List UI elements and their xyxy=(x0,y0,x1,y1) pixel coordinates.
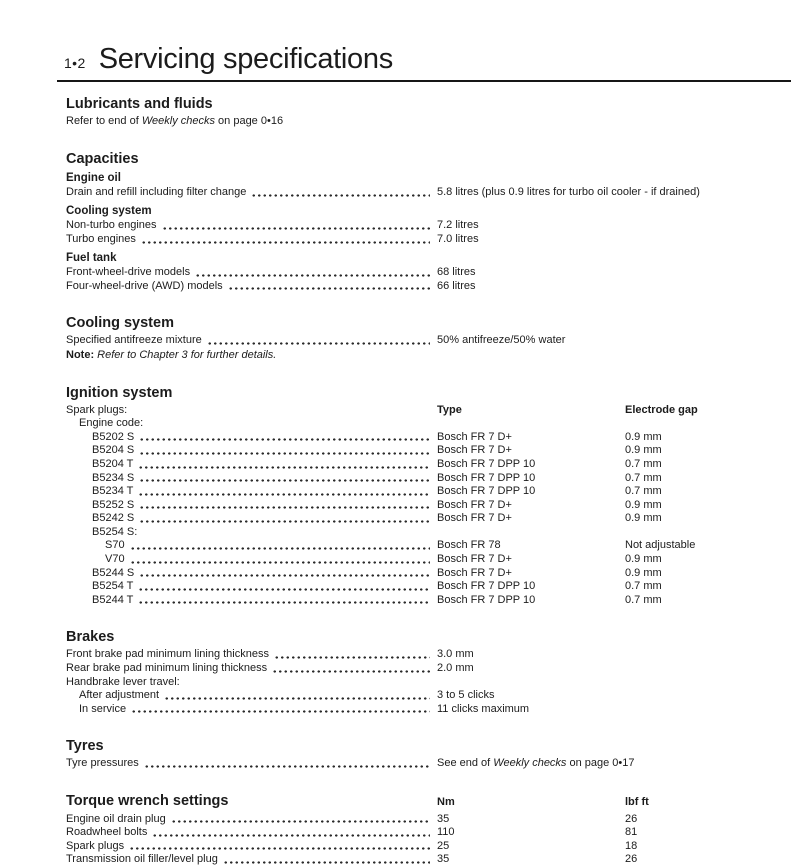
row-label: Spark plugs xyxy=(66,839,125,852)
subheading: Cooling system xyxy=(66,204,152,217)
spec-row xyxy=(66,458,780,472)
row-label: B5254 S: xyxy=(92,525,138,538)
dot-leader xyxy=(152,834,430,837)
row-label: S70 xyxy=(105,539,125,552)
section-heading-row xyxy=(66,315,780,331)
row-value: Bosch FR 7 DPP 10 xyxy=(437,593,536,606)
row-value: 18 xyxy=(625,839,638,852)
row-label: Engine oil drain plug xyxy=(66,812,166,825)
row-label: B5234 S xyxy=(92,471,135,484)
row-label: Front-wheel-drive models xyxy=(66,266,191,279)
dot-leader xyxy=(139,574,430,577)
dot-leader xyxy=(139,438,430,441)
section-2 xyxy=(66,315,780,362)
section-heading: Ignition system xyxy=(66,384,173,401)
row-label: Spark plugs: xyxy=(66,403,128,416)
column-header: Type xyxy=(437,403,462,416)
spec-row xyxy=(66,444,780,458)
spec-row xyxy=(66,186,780,200)
row-value: 25 xyxy=(437,839,450,852)
spec-row xyxy=(66,826,780,840)
spec-row xyxy=(66,853,780,867)
dot-leader xyxy=(141,241,430,244)
column-header: Electrode gap xyxy=(625,403,698,416)
row-value: 0.9 mm xyxy=(625,553,662,566)
row-value: Bosch FR 7 DPP 10 xyxy=(437,457,536,470)
dot-leader xyxy=(164,697,430,700)
row-value: 2.0 mm xyxy=(437,662,474,675)
section-heading-row xyxy=(66,793,780,810)
row-label: Transmission oil filler/level plug xyxy=(66,853,218,866)
section-heading: Cooling system xyxy=(66,315,174,332)
spec-row xyxy=(66,485,780,499)
row-value: 0.9 mm xyxy=(625,512,662,525)
row-value: 68 litres xyxy=(437,266,476,279)
dot-leader xyxy=(251,194,430,197)
sections xyxy=(66,96,780,867)
dot-leader xyxy=(139,479,430,482)
row-label: B5234 T xyxy=(92,485,134,498)
row-label: B5254 T xyxy=(92,580,134,593)
spec-row xyxy=(66,662,780,676)
section-heading: Brakes xyxy=(66,629,115,646)
section-heading: Tyres xyxy=(66,738,104,755)
section-5 xyxy=(66,738,780,771)
spec-row xyxy=(66,404,780,418)
row-value: 0.9 mm xyxy=(625,444,662,457)
row-label: B5244 S xyxy=(92,566,135,579)
spec-row xyxy=(66,499,780,513)
row-label: Turbo engines xyxy=(66,232,136,245)
dot-leader xyxy=(195,274,430,277)
row-value: 0.9 mm xyxy=(625,498,662,511)
row-label: Rear brake pad minimum lining thickness xyxy=(66,662,268,675)
text-part: Note: xyxy=(66,348,95,361)
row-value xyxy=(437,757,780,771)
dot-leader xyxy=(162,227,430,230)
dot-leader xyxy=(138,493,430,496)
row-label: Roadwheel bolts xyxy=(66,826,148,839)
dot-leader xyxy=(138,588,430,591)
dot-leader xyxy=(139,452,430,455)
row-value: 0.7 mm xyxy=(625,485,662,498)
spec-row xyxy=(66,417,780,431)
spec-row xyxy=(66,813,780,827)
row-value: 0.7 mm xyxy=(625,580,662,593)
dot-leader xyxy=(130,547,430,550)
row-value: 0.9 mm xyxy=(625,566,662,579)
section-heading: Capacities xyxy=(66,150,139,167)
section-heading-row xyxy=(66,385,780,401)
spec-row xyxy=(66,539,780,553)
page-header xyxy=(0,0,800,74)
section-heading-row xyxy=(66,151,780,167)
row-label: B5204 T xyxy=(92,457,134,470)
row-label: Handbrake lever travel: xyxy=(66,675,180,688)
subheading: Fuel tank xyxy=(66,251,117,264)
spec-row xyxy=(66,553,780,567)
spec-row xyxy=(66,512,780,526)
section-heading: Torque wrench settings xyxy=(66,793,229,809)
row-value: 7.0 litres xyxy=(437,232,479,245)
text-part: on page 0•16 xyxy=(214,115,284,127)
spec-row xyxy=(66,689,780,703)
row-label: Non-turbo engines xyxy=(66,219,157,232)
spec-row xyxy=(66,266,780,280)
spec-row xyxy=(66,594,780,608)
row-label: B5242 S xyxy=(92,512,135,525)
row-value: Bosch FR 7 D+ xyxy=(437,430,512,443)
section-3 xyxy=(66,385,780,608)
dot-leader xyxy=(129,847,430,850)
row-label: Specified antifreeze mixture xyxy=(66,334,202,347)
row-value: Bosch FR 78 xyxy=(437,539,501,552)
row-value: 3 to 5 clicks xyxy=(437,689,495,702)
text-part: Refer to end of xyxy=(66,115,142,127)
row-label: B5244 T xyxy=(92,593,134,606)
header-rule xyxy=(57,80,791,82)
row-label: B5202 S xyxy=(92,430,135,443)
section-6 xyxy=(66,793,780,867)
row-value: Bosch FR 7 D+ xyxy=(437,444,512,457)
row-label: Four-wheel-drive (AWD) models xyxy=(66,279,223,292)
dot-leader xyxy=(131,710,430,713)
section-1 xyxy=(66,151,780,294)
spec-row xyxy=(66,280,780,294)
text-part: Weekly checks xyxy=(141,115,215,127)
dot-leader xyxy=(139,520,430,523)
spec-row xyxy=(66,676,780,690)
page-number: 1•2 xyxy=(64,55,86,71)
row-value: Bosch FR 7 DPP 10 xyxy=(437,485,536,498)
row-value: 11 clicks maximum xyxy=(437,702,530,715)
spec-row xyxy=(66,703,780,717)
row-label: After adjustment xyxy=(79,689,160,702)
spec-row xyxy=(66,219,780,233)
row-label: V70 xyxy=(105,553,125,566)
row-value: 81 xyxy=(625,826,638,839)
spec-row xyxy=(66,472,780,486)
section-heading-row xyxy=(66,629,780,645)
dot-leader xyxy=(272,670,430,673)
row-value: 7.2 litres xyxy=(437,219,479,232)
row-label: Engine code: xyxy=(79,417,144,430)
row-value: 50% antifreeze/50% water xyxy=(437,334,566,347)
row-value: Bosch FR 7 DPP 10 xyxy=(437,471,536,484)
column-header: lbf ft xyxy=(625,796,649,808)
text-part: Weekly checks xyxy=(493,757,567,770)
row-value: 0.7 mm xyxy=(625,593,662,606)
column-header: Nm xyxy=(437,796,455,808)
dot-leader xyxy=(274,656,430,659)
row-value: 5.8 litres (plus 0.9 litres for turbo oil cooler - if drained) xyxy=(437,186,700,199)
dot-leader xyxy=(138,601,430,604)
spec-row xyxy=(66,648,780,662)
row-value: 35 xyxy=(437,812,450,825)
row-label: In service xyxy=(79,702,127,715)
text-part: Refer to Chapter 3 for further details. xyxy=(94,348,277,361)
row-value: Bosch FR 7 DPP 10 xyxy=(437,580,536,593)
section-heading-row xyxy=(66,96,780,112)
section-heading-row xyxy=(66,738,780,754)
dot-leader xyxy=(171,820,430,823)
spec-row xyxy=(66,526,780,540)
row-value: 66 litres xyxy=(437,279,476,292)
spec-row xyxy=(66,431,780,445)
row-label: B5252 S xyxy=(92,498,135,511)
dot-leader xyxy=(144,765,430,768)
dot-leader xyxy=(130,561,430,564)
section-0 xyxy=(66,96,780,129)
row-value: Bosch FR 7 D+ xyxy=(437,498,512,511)
dot-leader xyxy=(228,287,430,290)
row-value: 26 xyxy=(625,812,638,825)
row-value: 26 xyxy=(625,853,638,866)
spec-row xyxy=(66,233,780,247)
note-line xyxy=(66,349,780,363)
row-value: 110 xyxy=(437,826,455,839)
dot-leader xyxy=(207,342,430,345)
subheading: Engine oil xyxy=(66,171,121,184)
dot-leader xyxy=(138,466,430,469)
row-label: B5204 S xyxy=(92,444,135,457)
row-value: 3.0 mm xyxy=(437,648,474,661)
spec-row xyxy=(66,567,780,581)
row-label: Drain and refill including filter change xyxy=(66,186,247,199)
section-4 xyxy=(66,629,780,716)
text-part: See end of xyxy=(437,757,494,770)
row-label: Tyre pressures xyxy=(66,757,139,770)
row-value: 0.9 mm xyxy=(625,430,662,443)
row-value: 0.7 mm xyxy=(625,471,662,484)
note-line xyxy=(66,115,780,129)
section-heading: Lubricants and fluids xyxy=(66,96,213,112)
spec-row xyxy=(66,580,780,594)
row-value: Not adjustable xyxy=(625,539,696,552)
row-value: 35 xyxy=(437,853,450,866)
row-value: Bosch FR 7 D+ xyxy=(437,512,512,525)
spec-row xyxy=(66,334,780,348)
row-value: 0.7 mm xyxy=(625,457,662,470)
page-title: Servicing specifications xyxy=(98,43,393,75)
spec-row xyxy=(66,757,780,771)
text-part: on page 0•17 xyxy=(566,757,635,770)
dot-leader xyxy=(223,861,430,864)
row-value: Bosch FR 7 D+ xyxy=(437,566,512,579)
row-label: Front brake pad minimum lining thickness xyxy=(66,648,269,661)
dot-leader xyxy=(139,506,430,509)
row-value: Bosch FR 7 D+ xyxy=(437,553,512,566)
